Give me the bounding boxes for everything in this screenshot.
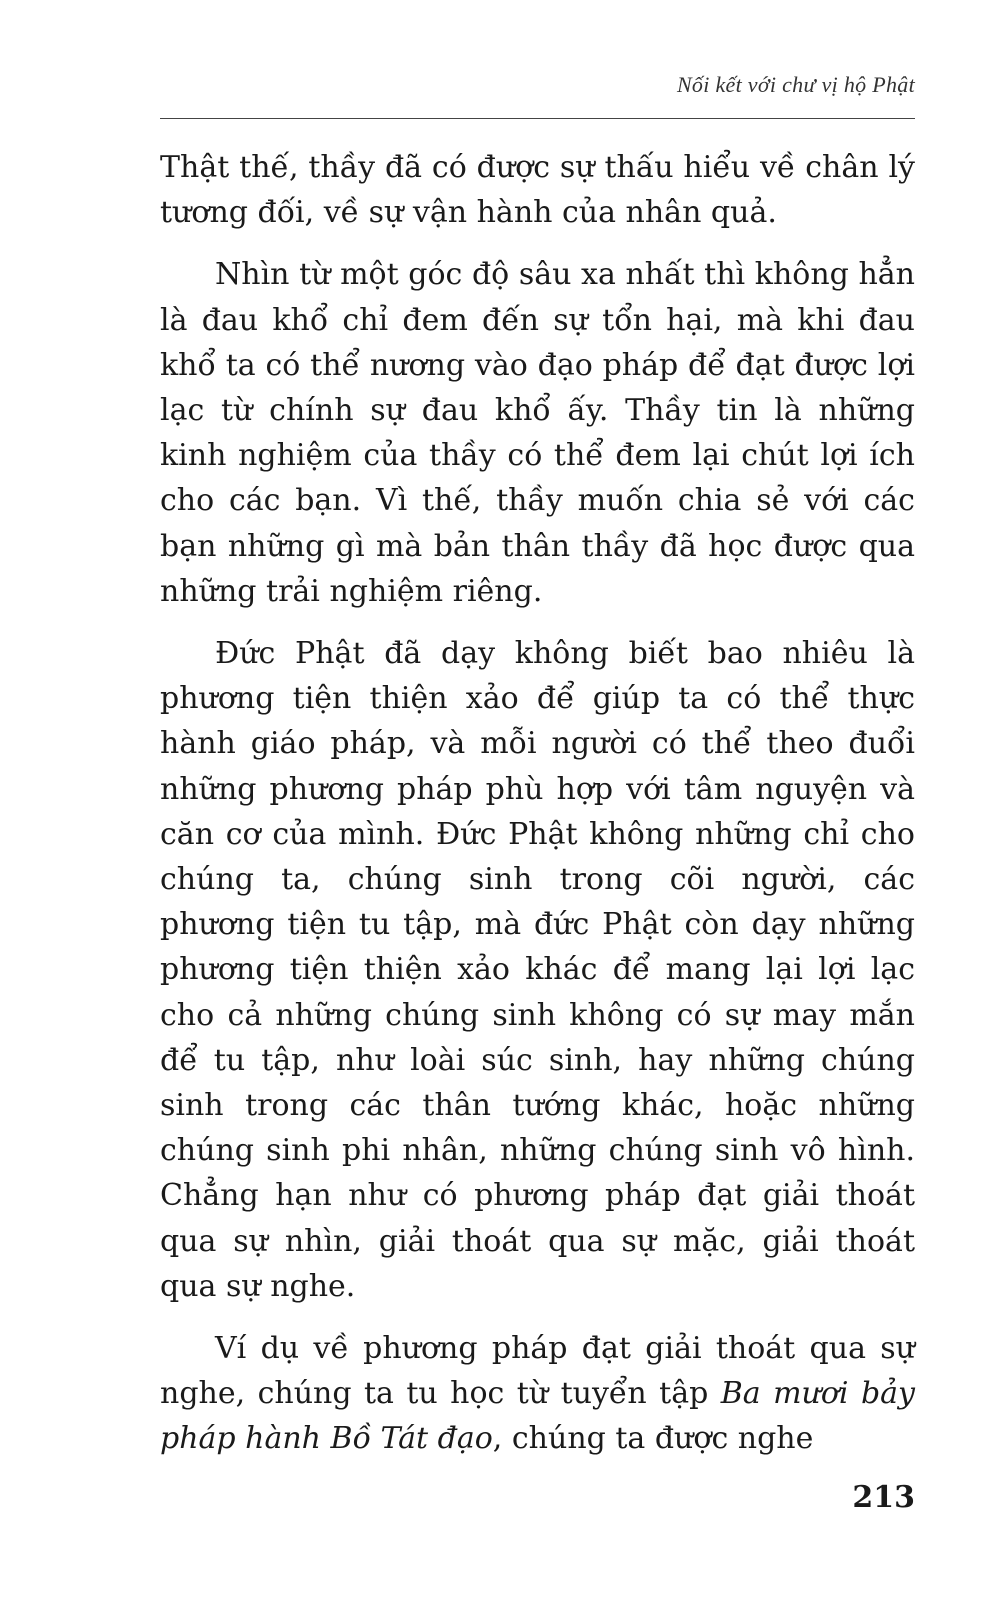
paragraph-4-tail: , chúng ta được nghe [492, 1421, 814, 1457]
header-rule [160, 118, 915, 119]
book-title: Ba mươi bảy pháp hành Bồ Tát đạo [160, 1376, 916, 1457]
page-body [160, 145, 915, 1462]
page-number: 213 [852, 1480, 915, 1515]
paragraph-3: Đức Phật đã dạy không biết bao nhiêu là phương tiện thiện xảo để giúp ta có thể thực hành giáo pháp, và mỗi người có thể theo đuổi những phương pháp phù hợp với tâm nguyện và căn cơ của mình. Đức Phật không những chỉ cho chúng ta, chúng sinh trong cõi người, các phương tiện tu tập, mà đức Phật còn dạy những phương tiện thiện xảo khác để mang lại lợi lạc cho cả những chúng sinh không có sự may mắn để tu tập, như loài súc sinh, hay những chúng sinh trong các thân tướng khác, hoặc những chúng sinh phi nhân, những chúng sinh vô hình. Chẳng hạn như có phương pháp đạt giải thoát qua sự nhìn, giải thoát qua sự mặc, giải thoát qua sự nghe. [160, 636, 915, 1304]
paragraph-1: Thật thế, thầy đã có được sự thấu hiểu về chân lý tương đối, về sự vận hành của nhân quả. [160, 150, 915, 231]
paragraph-4-lead: Ví dụ về phương pháp đạt giải thoát qua sự nghe, chúng ta tu học từ tuyển tập [160, 1331, 915, 1412]
running-header: Nối kết với chư vị hộ Phật [676, 72, 915, 97]
paragraph-2: Nhìn từ một góc độ sâu xa nhất thì không hẳn là đau khổ chỉ đem đến sự tổn hại, mà khi đau khổ ta có thể nương vào đạo pháp để đạt được lợi lạc từ chính sự đau khổ ấy. Thầy tin là những kinh nghiệm của thầy có thể đem lại chút lợi ích cho các bạn. Vì thế, thầy muốn chia sẻ với các bạn những gì mà bản thân thầy đã học được qua những trải nghiệm riêng. [160, 257, 915, 609]
paragraph-4 [160, 1326, 915, 1462]
